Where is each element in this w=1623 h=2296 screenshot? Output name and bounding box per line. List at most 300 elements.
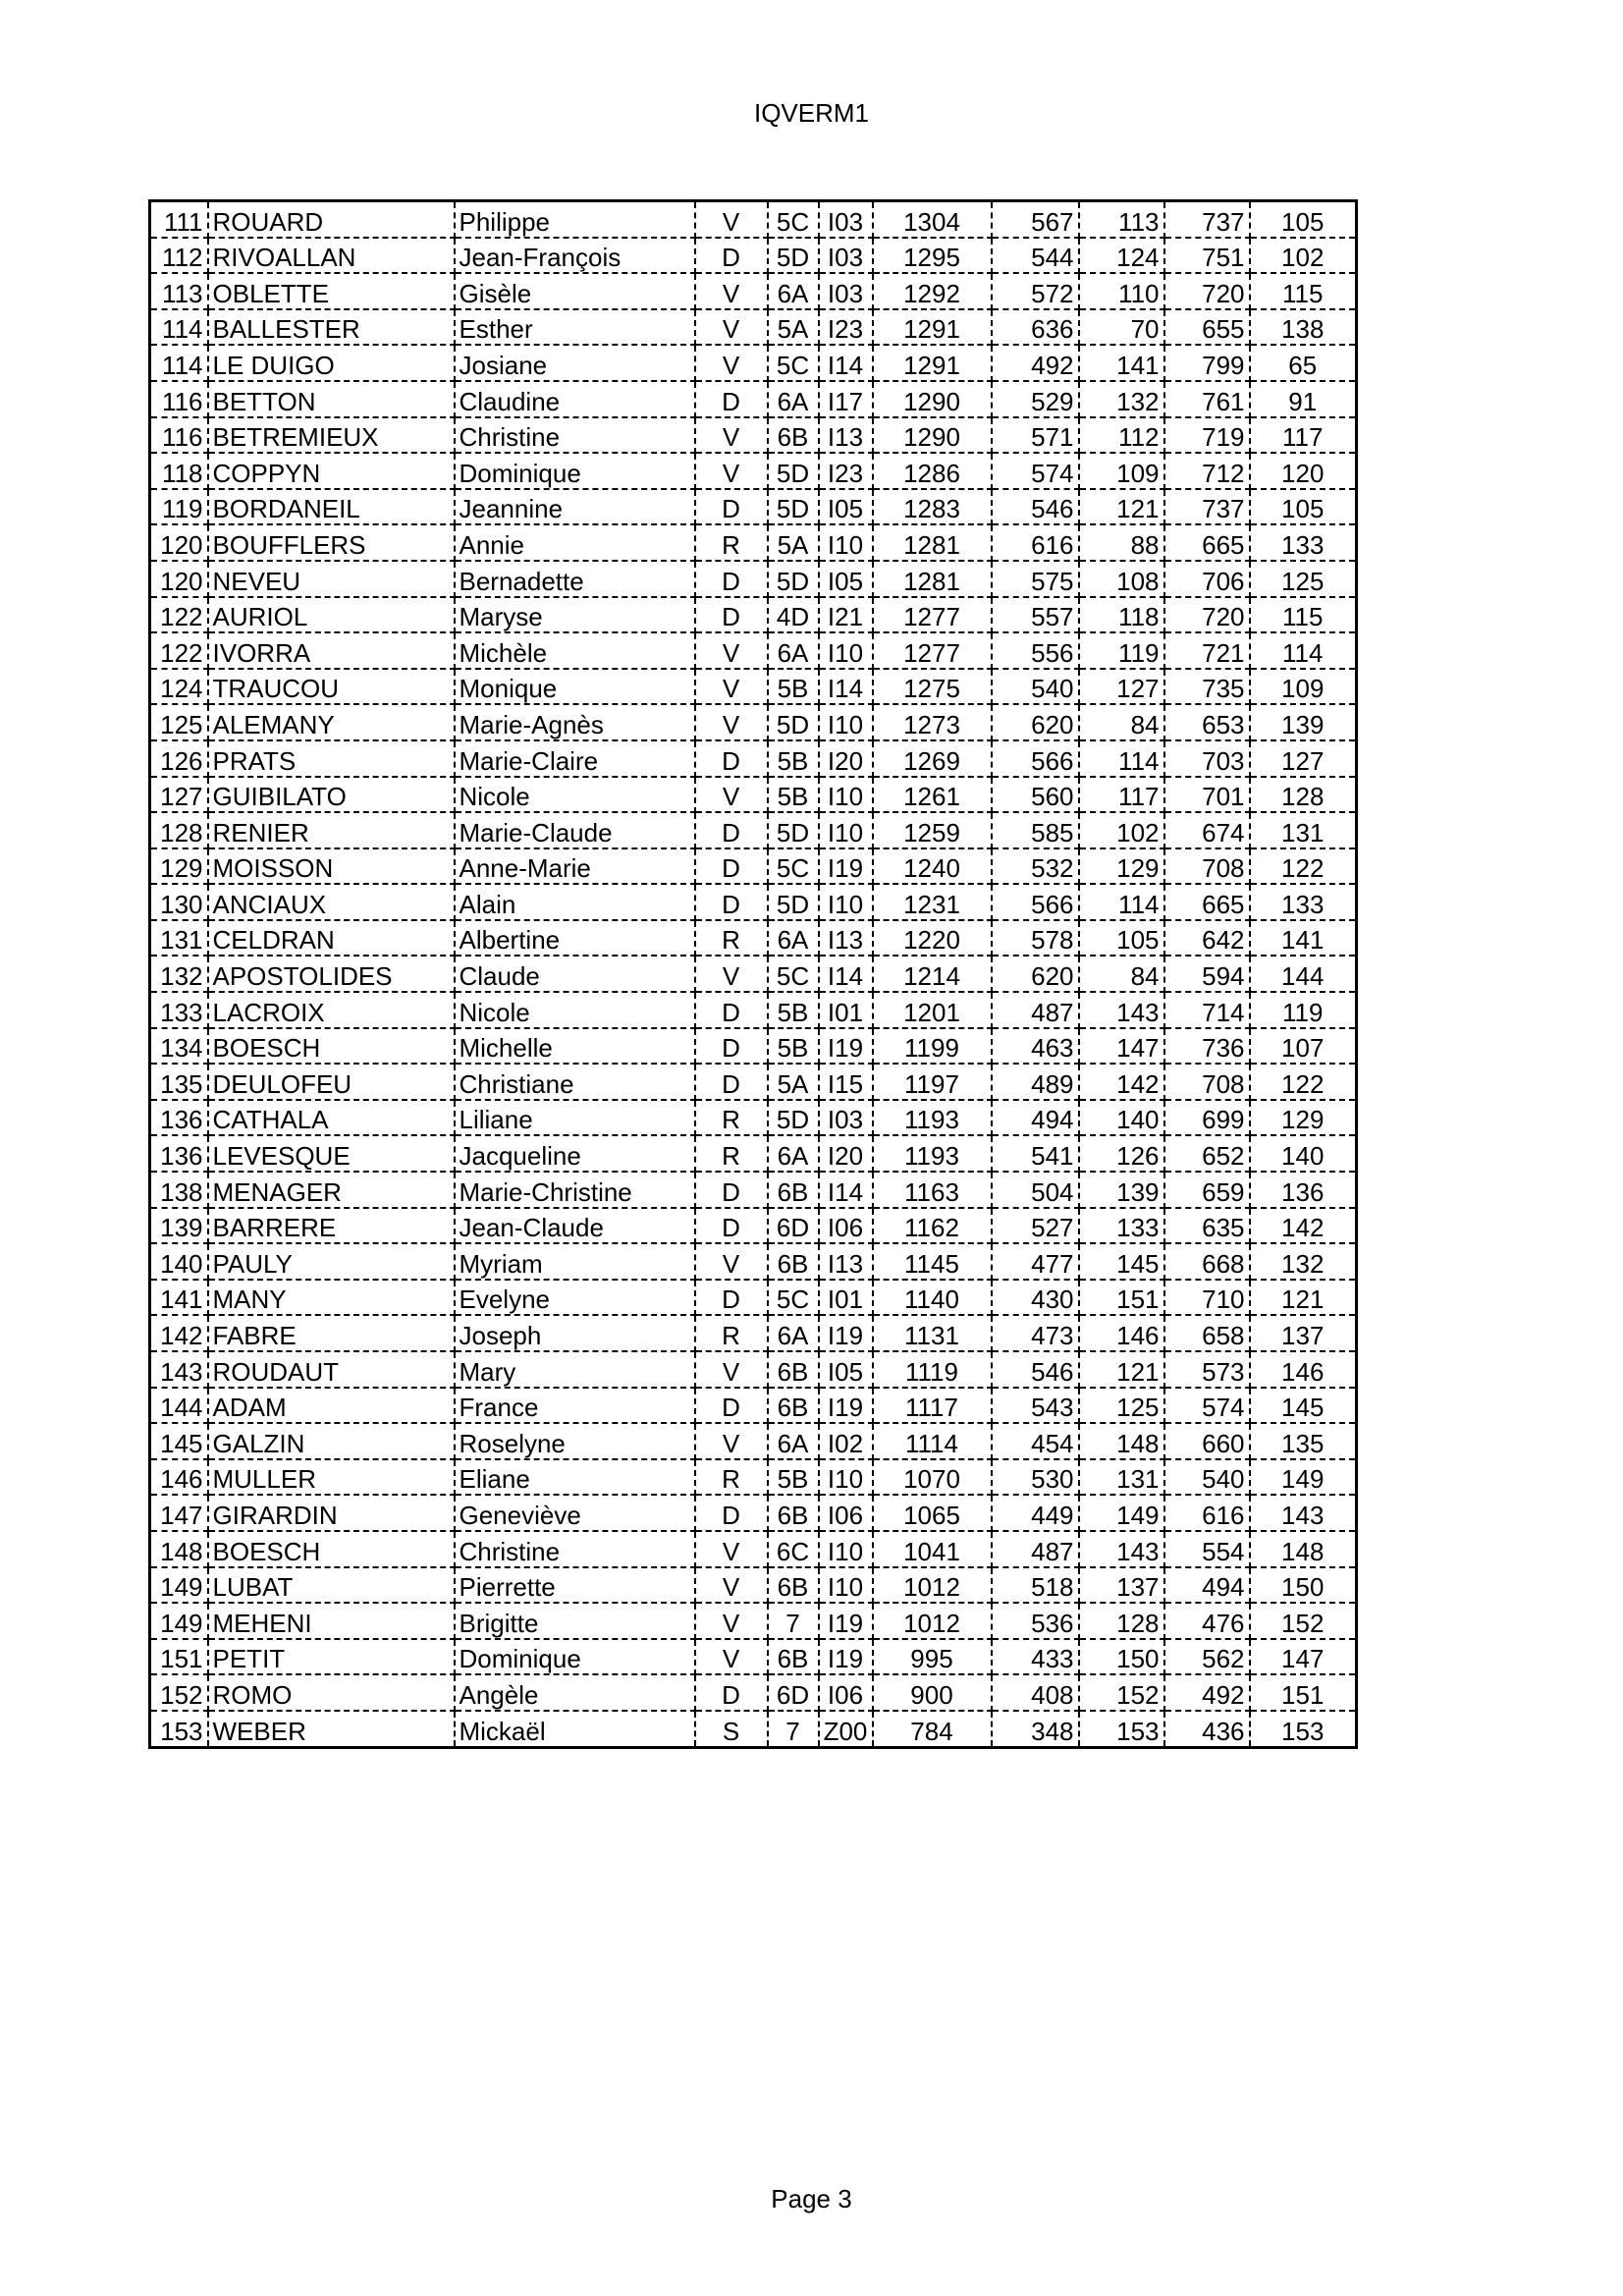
cell-score-b: 616 [1164,1495,1250,1531]
cell-category: R [695,524,768,561]
cell-score-b: 714 [1164,992,1250,1028]
cell-rank: 143 [150,1351,208,1388]
cell-total: 1261 [873,777,992,813]
cell-grade: 6A [768,273,819,309]
cell-code: I19 [819,1028,873,1065]
cell-category: V [695,704,768,740]
cell-first-name: Claude [455,956,695,992]
cell-code: I06 [819,1495,873,1531]
cell-rank-b: 145 [1250,1388,1357,1424]
cell-rank-a: 125 [1079,1388,1164,1424]
cell-total: 1199 [873,1028,992,1065]
cell-rank-a: 112 [1079,417,1164,454]
cell-score-b: 492 [1164,1674,1250,1711]
cell-score-a: 532 [992,848,1079,885]
page-footer: Page 3 [771,2184,852,2214]
cell-total: 1201 [873,992,992,1028]
cell-rank: 130 [150,884,208,920]
cell-first-name: Eliane [455,1459,695,1496]
cell-code: I03 [819,238,873,274]
cell-rank: 112 [150,238,208,274]
cell-rank: 125 [150,704,208,740]
cell-code: I10 [819,632,873,669]
cell-total: 1290 [873,417,992,454]
cell-category: D [695,812,768,848]
cell-score-a: 430 [992,1280,1079,1316]
cell-first-name: Jeannine [455,489,695,525]
cell-total: 1214 [873,956,992,992]
cell-code: I19 [819,1315,873,1351]
cell-score-a: 560 [992,777,1079,813]
cell-rank-b: 121 [1250,1280,1357,1316]
cell-first-name: Mickaël [455,1711,695,1747]
cell-rank: 120 [150,561,208,597]
cell-rank-b: 132 [1250,1243,1357,1280]
cell-grade: 6B [768,1388,819,1424]
cell-rank-a: 142 [1079,1064,1164,1100]
cell-rank: 122 [150,597,208,633]
cell-first-name: Anne-Marie [455,848,695,885]
cell-last-name: OBLETTE [208,273,455,309]
cell-score-b: 735 [1164,669,1250,705]
cell-rank-a: 152 [1079,1674,1164,1711]
cell-grade: 6B [768,1567,819,1604]
cell-category: D [695,489,768,525]
cell-category: R [695,1315,768,1351]
cell-rank-b: 146 [1250,1351,1357,1388]
cell-score-b: 706 [1164,561,1250,597]
cell-first-name: Michelle [455,1028,695,1065]
cell-score-b: 721 [1164,632,1250,669]
cell-rank: 141 [150,1280,208,1316]
cell-total: 1193 [873,1100,992,1136]
cell-score-a: 348 [992,1711,1079,1747]
cell-rank-b: 142 [1250,1208,1357,1244]
table-row [150,1135,1357,1172]
cell-score-b: 703 [1164,740,1250,777]
cell-score-a: 540 [992,669,1079,705]
cell-last-name: BETTON [208,381,455,417]
cell-category: V [695,632,768,669]
cell-rank-a: 153 [1079,1711,1164,1747]
cell-rank-b: 133 [1250,884,1357,920]
cell-first-name: Gisèle [455,273,695,309]
cell-first-name: Bernadette [455,561,695,597]
cell-last-name: GUIBILATO [208,777,455,813]
cell-score-a: 557 [992,597,1079,633]
cell-score-a: 567 [992,201,1079,238]
cell-code: I14 [819,669,873,705]
cell-rank-a: 145 [1079,1243,1164,1280]
cell-score-a: 536 [992,1603,1079,1639]
table-row [150,453,1357,489]
cell-rank-b: 122 [1250,1064,1357,1100]
cell-code: I10 [819,704,873,740]
cell-total: 1114 [873,1423,992,1459]
cell-grade: 6A [768,1135,819,1172]
table-row [150,489,1357,525]
cell-rank: 152 [150,1674,208,1711]
cell-first-name: Evelyne [455,1280,695,1316]
cell-score-a: 454 [992,1423,1079,1459]
cell-score-a: 574 [992,453,1079,489]
cell-code: I06 [819,1674,873,1711]
cell-code: I14 [819,956,873,992]
cell-rank-b: 138 [1250,309,1357,346]
table-body [150,201,1357,1748]
cell-rank: 151 [150,1639,208,1675]
cell-rank-a: 121 [1079,1351,1164,1388]
cell-rank-a: 126 [1079,1135,1164,1172]
cell-rank-b: 143 [1250,1495,1357,1531]
cell-rank-b: 149 [1250,1459,1357,1496]
cell-category: R [695,1459,768,1496]
cell-score-b: 476 [1164,1603,1250,1639]
cell-last-name: MULLER [208,1459,455,1496]
table-row [150,1711,1357,1747]
cell-rank: 114 [150,309,208,346]
cell-category: S [695,1711,768,1747]
cell-last-name: ROUDAUT [208,1351,455,1388]
cell-rank: 142 [150,1315,208,1351]
cell-code: I20 [819,740,873,777]
table-row [150,309,1357,346]
cell-code: I02 [819,1423,873,1459]
cell-category: D [695,1674,768,1711]
cell-last-name: ADAM [208,1388,455,1424]
cell-score-a: 433 [992,1639,1079,1675]
cell-score-b: 708 [1164,848,1250,885]
cell-score-b: 554 [1164,1531,1250,1567]
cell-rank-a: 151 [1079,1280,1164,1316]
cell-score-a: 543 [992,1388,1079,1424]
cell-rank: 111 [150,201,208,238]
cell-total: 1131 [873,1315,992,1351]
table-row [150,848,1357,885]
cell-first-name: Jean-Claude [455,1208,695,1244]
cell-score-b: 701 [1164,777,1250,813]
table-row [150,1064,1357,1100]
cell-first-name: Josiane [455,345,695,381]
cell-score-b: 562 [1164,1639,1250,1675]
cell-rank-b: 137 [1250,1315,1357,1351]
cell-last-name: ROUARD [208,201,455,238]
cell-category: R [695,920,768,957]
cell-grade: 5B [768,1459,819,1496]
table-row [150,1531,1357,1567]
cell-rank-b: 128 [1250,777,1357,813]
cell-code: I13 [819,920,873,957]
cell-code: I15 [819,1064,873,1100]
cell-last-name: BOESCH [208,1028,455,1065]
cell-first-name: Angèle [455,1674,695,1711]
cell-category: V [695,417,768,454]
cell-rank-b: 127 [1250,740,1357,777]
cell-rank-a: 146 [1079,1315,1164,1351]
cell-score-b: 712 [1164,453,1250,489]
cell-grade: 6C [768,1531,819,1567]
cell-score-b: 594 [1164,956,1250,992]
cell-rank-b: 114 [1250,632,1357,669]
cell-grade: 6A [768,920,819,957]
cell-rank: 122 [150,632,208,669]
cell-grade: 5D [768,453,819,489]
cell-total: 1292 [873,273,992,309]
cell-code: I03 [819,273,873,309]
cell-code: I19 [819,1388,873,1424]
cell-category: R [695,1135,768,1172]
cell-first-name: Maryse [455,597,695,633]
cell-code: I23 [819,309,873,346]
cell-last-name: LUBAT [208,1567,455,1604]
cell-rank-a: 70 [1079,309,1164,346]
cell-rank-b: 144 [1250,956,1357,992]
cell-total: 1231 [873,884,992,920]
cell-rank: 132 [150,956,208,992]
table-row [150,1208,1357,1244]
cell-rank: 149 [150,1567,208,1604]
cell-grade: 6B [768,1351,819,1388]
cell-code: I01 [819,1280,873,1316]
cell-code: I10 [819,812,873,848]
cell-score-b: 710 [1164,1280,1250,1316]
cell-rank-a: 141 [1079,345,1164,381]
cell-rank: 134 [150,1028,208,1065]
cell-rank: 147 [150,1495,208,1531]
cell-code: I05 [819,561,873,597]
cell-category: V [695,1531,768,1567]
cell-rank: 128 [150,812,208,848]
cell-category: D [695,1495,768,1531]
cell-rank-b: 140 [1250,1135,1357,1172]
cell-last-name: BETREMIEUX [208,417,455,454]
cell-code: I14 [819,345,873,381]
cell-code: I10 [819,524,873,561]
cell-rank-b: 151 [1250,1674,1357,1711]
cell-rank-a: 117 [1079,777,1164,813]
cell-score-a: 487 [992,992,1079,1028]
cell-score-b: 660 [1164,1423,1250,1459]
cell-category: R [695,1100,768,1136]
cell-grade: 7 [768,1603,819,1639]
cell-code: Z00 [819,1711,873,1747]
cell-score-b: 674 [1164,812,1250,848]
cell-code: I19 [819,848,873,885]
cell-total: 784 [873,1711,992,1747]
cell-last-name: LACROIX [208,992,455,1028]
cell-rank-a: 127 [1079,669,1164,705]
cell-score-a: 473 [992,1315,1079,1351]
cell-rank-b: 105 [1250,489,1357,525]
cell-category: D [695,848,768,885]
cell-total: 1259 [873,812,992,848]
cell-total: 1197 [873,1064,992,1100]
cell-rank: 146 [150,1459,208,1496]
cell-score-b: 652 [1164,1135,1250,1172]
table-row [150,1674,1357,1711]
cell-code: I13 [819,417,873,454]
cell-first-name: Michèle [455,632,695,669]
cell-code: I17 [819,381,873,417]
cell-score-b: 799 [1164,345,1250,381]
cell-score-a: 636 [992,309,1079,346]
cell-total: 1273 [873,704,992,740]
cell-score-a: 620 [992,704,1079,740]
cell-last-name: MOISSON [208,848,455,885]
cell-first-name: Brigitte [455,1603,695,1639]
cell-last-name: PRATS [208,740,455,777]
cell-category: D [695,561,768,597]
cell-grade: 6B [768,1639,819,1675]
cell-grade: 5B [768,669,819,705]
cell-score-b: 751 [1164,238,1250,274]
cell-first-name: Jean-François [455,238,695,274]
cell-rank-b: 147 [1250,1639,1357,1675]
cell-rank: 140 [150,1243,208,1280]
cell-rank: 118 [150,453,208,489]
cell-rank-b: 153 [1281,1716,1325,1746]
cell-last-name: ANCIAUX [208,884,455,920]
cell-total: 1291 [873,345,992,381]
cell-code: I23 [819,453,873,489]
cell-first-name: France [455,1388,695,1424]
cell-last-name: IVORRA [208,632,455,669]
cell-category: V [695,1567,768,1604]
cell-code: I19 [819,1603,873,1639]
cell-grade: 6B [768,417,819,454]
cell-grade: 6A [768,632,819,669]
cell-first-name: Mary [455,1351,695,1388]
cell-category: D [695,740,768,777]
cell-last-name: AURIOL [208,597,455,633]
cell-code: I10 [819,884,873,920]
cell-total: 1290 [873,381,992,417]
cell-rank-a: 129 [1079,848,1164,885]
cell-code: I10 [819,777,873,813]
cell-rank-a: 128 [1079,1603,1164,1639]
cell-rank-a: 114 [1079,884,1164,920]
cell-rank: 136 [150,1135,208,1172]
cell-category: V [695,1351,768,1388]
cell-code: I05 [819,489,873,525]
cell-rank-b: 150 [1250,1567,1357,1604]
cell-category: V [695,273,768,309]
cell-rank-a: 102 [1079,812,1164,848]
cell-rank: 144 [150,1388,208,1424]
cell-first-name: Esther [455,309,695,346]
cell-grade: 6B [768,1172,819,1208]
cell-last-name: MANY [208,1280,455,1316]
cell-score-a: 546 [992,489,1079,525]
cell-score-a: 571 [992,417,1079,454]
cell-category: V [695,453,768,489]
table-row [150,1423,1357,1459]
cell-category: D [695,1208,768,1244]
cell-category: D [695,1280,768,1316]
cell-grade: 5C [768,956,819,992]
cell-total: 1295 [873,238,992,274]
cell-score-b: 719 [1164,417,1250,454]
cell-rank-b: 117 [1250,417,1357,454]
cell-rank-b: 107 [1250,1028,1357,1065]
cell-category: V [695,1603,768,1639]
cell-rank-a: 139 [1079,1172,1164,1208]
cell-rank-b: 131 [1250,812,1357,848]
table-row [150,1243,1357,1280]
table-row [150,777,1357,813]
cell-code: I06 [819,1208,873,1244]
cell-first-name: Monique [455,669,695,705]
cell-first-name: Marie-Claire [455,740,695,777]
cell-total: 995 [873,1639,992,1675]
cell-rank-a: 147 [1079,1028,1164,1065]
cell-rank-b: 125 [1250,561,1357,597]
cell-rank-b: 135 [1250,1423,1357,1459]
cell-category: D [695,381,768,417]
cell-category: V [695,777,768,813]
cell-grade: 5C [768,201,819,238]
table-row [150,1172,1357,1208]
cell-rank-b: 129 [1250,1100,1357,1136]
table-row [150,1603,1357,1639]
cell-grade: 5D [768,1100,819,1136]
cell-first-name: Philippe [455,201,695,238]
cell-grade: 5C [768,345,819,381]
cell-first-name: Liliane [455,1100,695,1136]
cell-rank-b: 152 [1250,1603,1357,1639]
cell-first-name: Marie-Christine [455,1172,695,1208]
cell-category: D [695,597,768,633]
cell-rank-a: 143 [1079,992,1164,1028]
cell-grade: 5B [768,740,819,777]
cell-category: V [695,345,768,381]
cell-score-a: 616 [992,524,1079,561]
cell-first-name: Dominique [455,1639,695,1675]
table-row [150,201,1357,238]
cell-rank: 133 [150,992,208,1028]
cell-category: V [695,309,768,346]
cell-grade: 5D [768,704,819,740]
cell-score-b: 668 [1164,1243,1250,1280]
cell-last-name: COPPYN [208,453,455,489]
cell-total: 900 [873,1674,992,1711]
cell-score-a: 585 [992,812,1079,848]
cell-score-a: 544 [992,238,1079,274]
table-row [150,1388,1357,1424]
cell-total: 1283 [873,489,992,525]
cell-score-b: 720 [1164,597,1250,633]
cell-rank-b: 141 [1250,920,1357,957]
cell-first-name: Nicole [455,992,695,1028]
cell-grade: 5D [768,812,819,848]
cell-total: 1281 [873,561,992,597]
table-row [150,273,1357,309]
cell-last-name: CELDRAN [208,920,455,957]
cell-score-b: 736 [1164,1028,1250,1065]
cell-grade: 6D [768,1208,819,1244]
cell-first-name: Nicole [455,777,695,813]
cell-score-a: 541 [992,1135,1079,1172]
cell-grade: 5B [768,1028,819,1065]
cell-score-b: 699 [1164,1100,1250,1136]
cell-score-b: 720 [1164,273,1250,309]
cell-last-name: MENAGER [208,1172,455,1208]
table-row [150,381,1357,417]
cell-first-name: Annie [455,524,695,561]
cell-score-a: 504 [992,1172,1079,1208]
table-row [150,992,1357,1028]
cell-code: I10 [819,1567,873,1604]
